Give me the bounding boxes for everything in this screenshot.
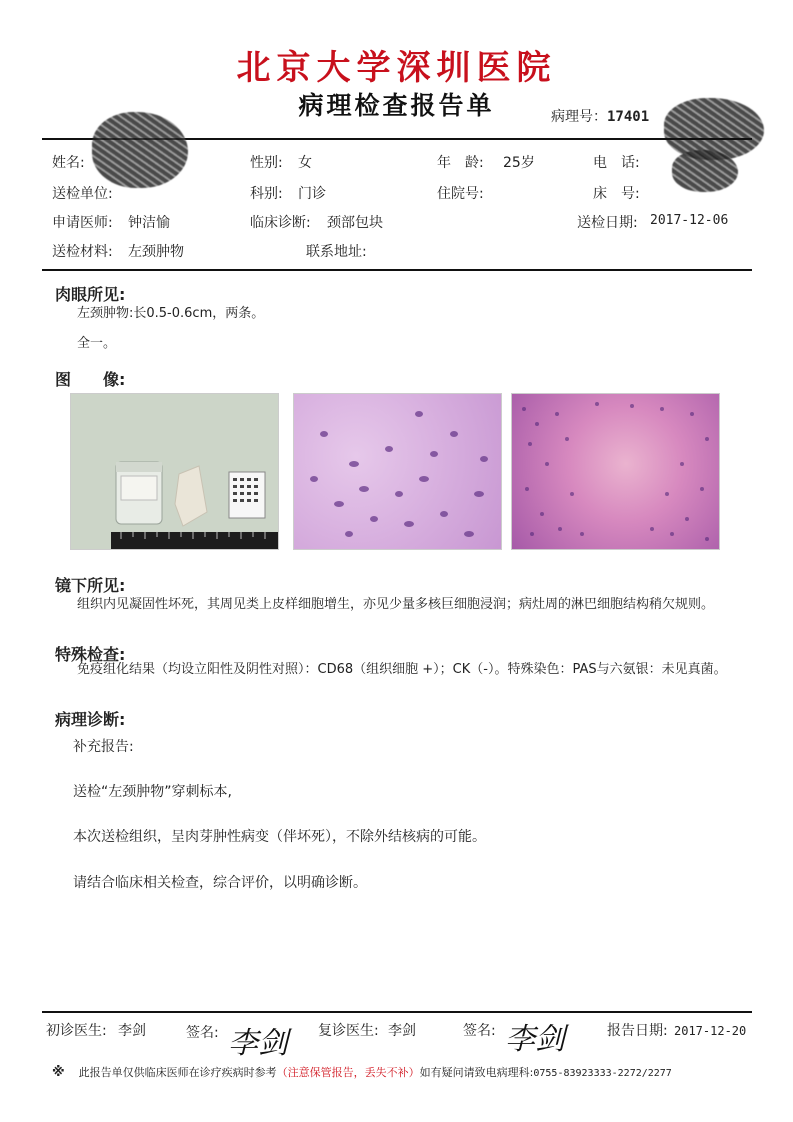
signature-1: 李剑 — [228, 1026, 288, 1061]
signoff-divider — [42, 1011, 752, 1013]
date-value: 2017-12-06 — [650, 213, 729, 228]
gross-line-1: 左颈肿物:长0.5-0.6cm，两条。 — [77, 306, 265, 321]
diagnosis-label: 临床诊断: — [250, 215, 311, 231]
report-date-label: 报告日期: — [607, 1023, 668, 1039]
diagnosis-title: 病理诊断: — [55, 710, 126, 729]
review-doctor-label: 复诊医生: — [318, 1023, 379, 1039]
specimen-photo-drawing — [71, 394, 278, 549]
name-label: 姓名: — [52, 155, 85, 171]
histology-photo-2-drawing — [512, 394, 719, 549]
footer-text-red: （注意保管报告，丢失不补） — [276, 1066, 420, 1079]
pathology-number — [551, 106, 649, 126]
diagnosis-line-1: 补充报告: — [73, 739, 134, 755]
diagnosis-line-2: 送检“左颈肿物”穿刺标本, — [73, 784, 232, 800]
report-title: 病理检查报告单 — [298, 91, 495, 120]
review-doctor-value: 李剑 — [388, 1023, 416, 1039]
redaction-scribble — [92, 112, 188, 188]
hospital-name: 北京大学深圳医院 — [236, 48, 557, 88]
bed-label: 床 号: — [593, 186, 640, 202]
pathology-number-value: 17401 — [607, 109, 650, 125]
first-doctor-label: 初诊医生: — [46, 1023, 107, 1039]
sign-label-2: 签名: — [463, 1023, 496, 1039]
redaction-scribble — [672, 150, 738, 192]
info-divider — [42, 269, 752, 271]
special-title: 特殊检查: — [55, 645, 126, 664]
sign-label-1: 签名: — [186, 1025, 219, 1041]
diagnosis-value: 颈部包块 — [327, 215, 383, 231]
diagnosis-line-3: 本次送检组织，呈肉芽肿性病变（伴坏死），不除外结核病的可能。 — [73, 829, 486, 845]
material-label: 送检材料: — [52, 244, 113, 260]
age-value: 25岁 — [503, 155, 535, 171]
material-value: 左颈肿物 — [128, 244, 184, 260]
date-label: 送检日期: — [577, 215, 638, 231]
doctor-value: 钟洁愉 — [128, 215, 170, 231]
sex-label: 性别: — [250, 155, 283, 171]
dept-label: 科别: — [250, 186, 283, 202]
histology-photo-2 — [511, 393, 720, 550]
doctor-label: 申请医师: — [52, 215, 113, 231]
dept-value: 门诊 — [298, 186, 326, 202]
footer-text-a: 此报告单仅供临床医师在诊疗疾病时参考 — [78, 1066, 277, 1079]
footer-text-b: 如有疑问请致电病理科: — [419, 1066, 534, 1079]
sex-value: 女 — [298, 155, 312, 171]
address-label: 联系地址: — [306, 244, 367, 260]
histology-photo-1 — [293, 393, 502, 550]
micro-title: 镜下所见: — [55, 576, 126, 595]
footer-phone: 0755-83923333-2272/2277 — [533, 1068, 672, 1079]
age-label: 年 龄: — [437, 155, 484, 171]
phone-label: 电 话: — [593, 155, 640, 171]
histology-photo-1-drawing — [294, 394, 501, 549]
report-date-value: 2017-12-20 — [674, 1024, 747, 1038]
footer-mark: ※ — [52, 1065, 65, 1080]
special-text: 免疫组化结果（均设立阳性及阴性对照）：CD68（组织细胞 +）；CK（-）。特殊染色：PAS与六氨银：未见真菌。 — [77, 662, 727, 677]
pathology-number-label: 病理号： — [551, 109, 607, 125]
micro-text: 组织内见凝固性坏死，其周见类上皮样细胞增生，亦见少量多核巨细胞浸润；病灶周的淋巴细胞结构稍欠规则。 — [77, 597, 715, 612]
footer-note — [52, 1064, 672, 1080]
unit-label: 送检单位: — [52, 186, 113, 202]
gross-title: 肉眼所见: — [55, 285, 126, 304]
inpatient-label: 住院号: — [437, 186, 484, 202]
first-doctor-value: 李剑 — [118, 1023, 146, 1039]
gross-specimen-photo — [70, 393, 279, 550]
signature-2: 李剑 — [505, 1022, 565, 1057]
diagnosis-line-4: 请结合临床相关检查，综合评价，以明确诊断。 — [73, 875, 367, 891]
gross-line-2: 全一。 — [77, 336, 117, 351]
images-title: 图 像: — [55, 370, 126, 389]
